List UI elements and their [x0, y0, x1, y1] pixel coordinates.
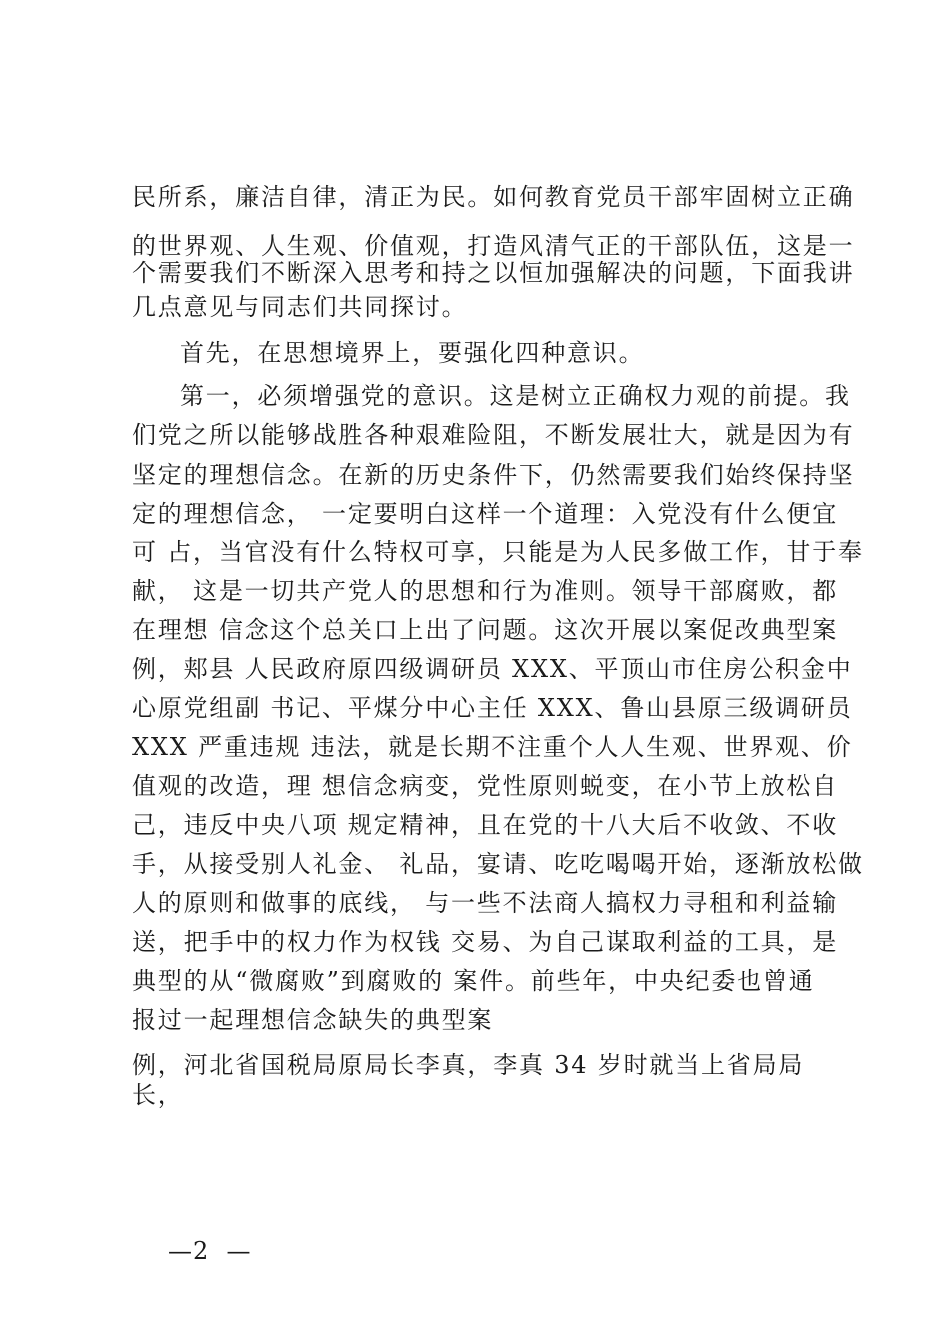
text-line: 人的原则和做事的底线， 与一些不法商人搞权力寻租和利益输: [132, 889, 839, 917]
text-line: 们党之所以能够战胜各种艰难险阻，不断发展壮大，就是因为有: [132, 421, 855, 449]
text-line: 个需要我们不断深入思考和持之以恒加强解决的问题，下面我讲: [132, 259, 855, 287]
text-line: 可 占，当官没有什么特权可享，只能是为人民多做工作，甘于奉: [132, 538, 864, 566]
text-line: 民所系，廉洁自律，清正为民。如何教育党员干部牢固树立正确: [132, 183, 855, 211]
text-line: 值观的改造，理 想信念病变，党性原则蜕变，在小节上放松自: [132, 772, 839, 800]
text-line: 第一，必须增强党的意识。这是树立正确权力观的前提。我: [180, 382, 851, 410]
text-line: 长，: [132, 1081, 184, 1109]
text-line: 几点意见与同志们共同探讨。: [132, 293, 468, 321]
page-number: —2 —: [168, 1237, 252, 1265]
paragraph-heading: 首先，在思想境界上，要强化四种意识。: [180, 339, 645, 367]
text-line: 的世界观、人生观、价值观，打造风清气正的干部队伍，这是一: [132, 232, 855, 260]
text-line: 报过一起理想信念缺失的典型案: [132, 1006, 494, 1034]
text-line: 献， 这是一切共产党人的思想和行为准则。领导干部腐败，都: [132, 577, 839, 605]
text-line: 定的理想信念， 一定要明白这样一个道理：入党没有什么便宜: [132, 500, 839, 528]
text-line: XXX 严重违规 违法，就是长期不注重个人人生观、世界观、价: [132, 733, 853, 761]
text-line: 手，从接受别人礼金、 礼品，宴请、吃吃喝喝开始，逐渐放松做: [132, 850, 864, 878]
text-line: 典型的从“微腐败”到腐败的 案件。前些年，中央纪委也曾通: [132, 967, 815, 995]
text-line: 送，把手中的权力作为权钱 交易、为自己谋取利益的工具，是: [132, 928, 839, 956]
text-line: 例，河北省国税局原局长李真，李真 34 岁时就当上省局局: [132, 1051, 805, 1079]
text-line: 在理想 信念这个总关口上出了问题。这次开展以案促改典型案: [132, 616, 839, 644]
text-line: 己，违反中央八项 规定精神，且在党的十八大后不收敛、不收: [132, 811, 839, 839]
text-line: 例，郏县 人民政府原四级调研员 XXX、平顶山市住房公积金中: [132, 655, 853, 683]
text-line: 坚定的理想信念。在新的历史条件下，仍然需要我们始终保持坚: [132, 461, 855, 489]
text-line: 心原党组副 书记、平煤分中心主任 XXX、鲁山县原三级调研员: [132, 694, 853, 722]
